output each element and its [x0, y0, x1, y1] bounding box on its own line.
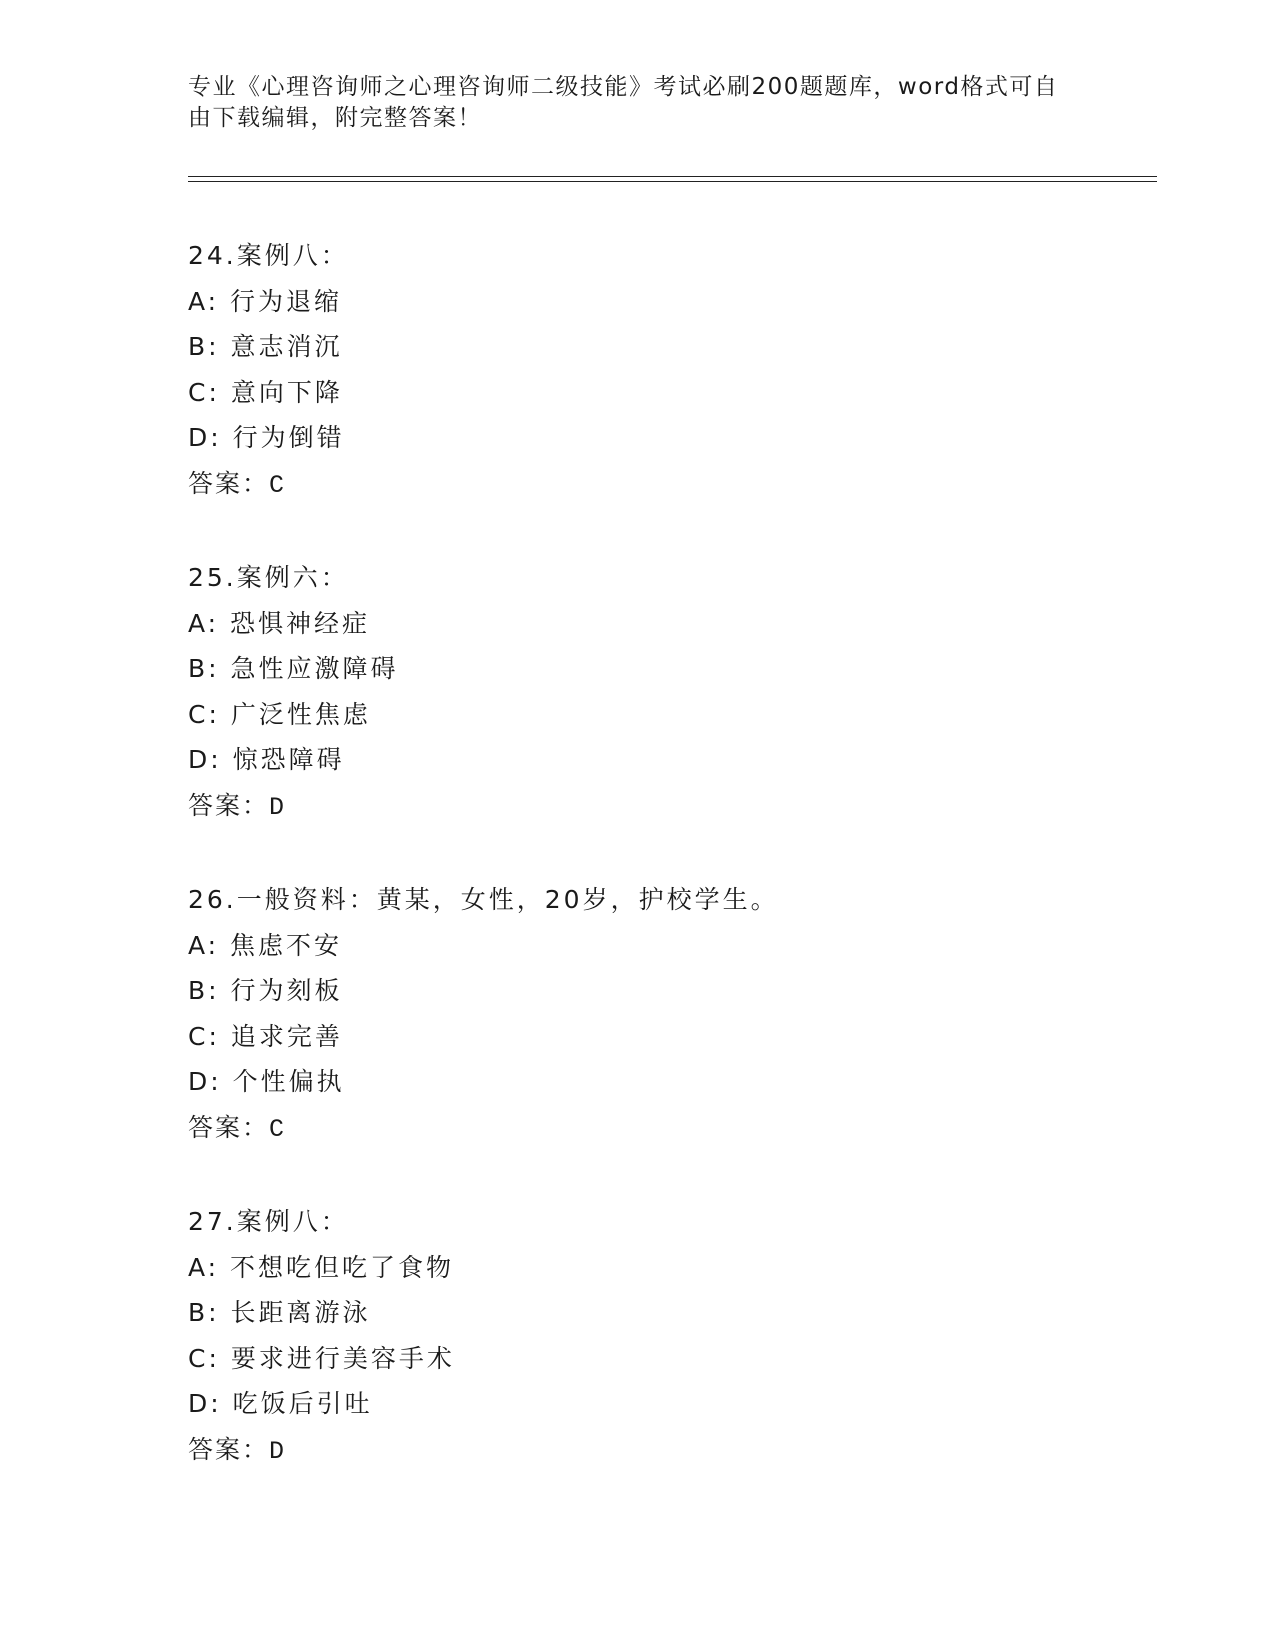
question-block: [188, 555, 1148, 829]
answer-label: 答案：: [188, 468, 270, 498]
question-stem: 25.案例六：: [188, 563, 349, 592]
option-d: D: 惊恐障碍: [188, 745, 345, 775]
option-a: A: 不想吃但吃了食物: [188, 1252, 455, 1282]
answer-value: D: [269, 792, 287, 822]
option-d: D: 吃饭后引吐: [188, 1389, 373, 1419]
option-b: B: 行为刻板: [188, 976, 343, 1006]
option-a: A: 恐惧神经症: [188, 608, 371, 638]
option-c: C: 追求完善: [188, 1021, 343, 1051]
option-d: D: 个性偏执: [188, 1067, 345, 1097]
question-stem: 26.一般资料：黄某，女性，20岁，护校学生。: [188, 885, 779, 914]
answer-label: 答案：: [188, 1112, 270, 1142]
answer-label: 答案：: [188, 790, 270, 820]
answer-value: C: [269, 1114, 287, 1144]
option-b: B: 急性应激障碍: [188, 654, 399, 684]
question-block: [188, 233, 1148, 507]
answer-line: [188, 783, 1148, 829]
answer-line: [188, 1105, 1148, 1151]
question-block: [188, 877, 1148, 1151]
document-header: [188, 72, 1068, 134]
option-c: C: 广泛性焦虑: [188, 699, 371, 729]
question-block: [188, 1199, 1148, 1473]
header-intro-line-2: 由下载编辑，附完整答案！: [188, 105, 482, 131]
option-a: A: 焦虑不安: [188, 930, 343, 960]
header-intro-line-1: 专业《心理咨询师之心理咨询师二级技能》考试必刷200题题库，word格式可自: [188, 74, 1059, 100]
option-c: C: 要求进行美容手术: [188, 1343, 455, 1373]
question-stem: 27.案例八：: [188, 1207, 349, 1236]
answer-label: 答案：: [188, 1434, 270, 1464]
answer-value: D: [269, 1436, 287, 1466]
question-stem: 24.案例八：: [188, 241, 349, 270]
header-divider-bottom: [188, 181, 1157, 182]
option-a: A: 行为退缩: [188, 286, 343, 316]
answer-line: [188, 461, 1148, 507]
option-d: D: 行为倒错: [188, 423, 345, 453]
option-b: B: 长距离游泳: [188, 1298, 371, 1328]
answer-value: C: [269, 470, 287, 500]
header-divider-top: [188, 176, 1157, 177]
option-b: B: 意志消沉: [188, 332, 343, 362]
option-c: C: 意向下降: [188, 377, 343, 407]
answer-line: [188, 1427, 1148, 1473]
